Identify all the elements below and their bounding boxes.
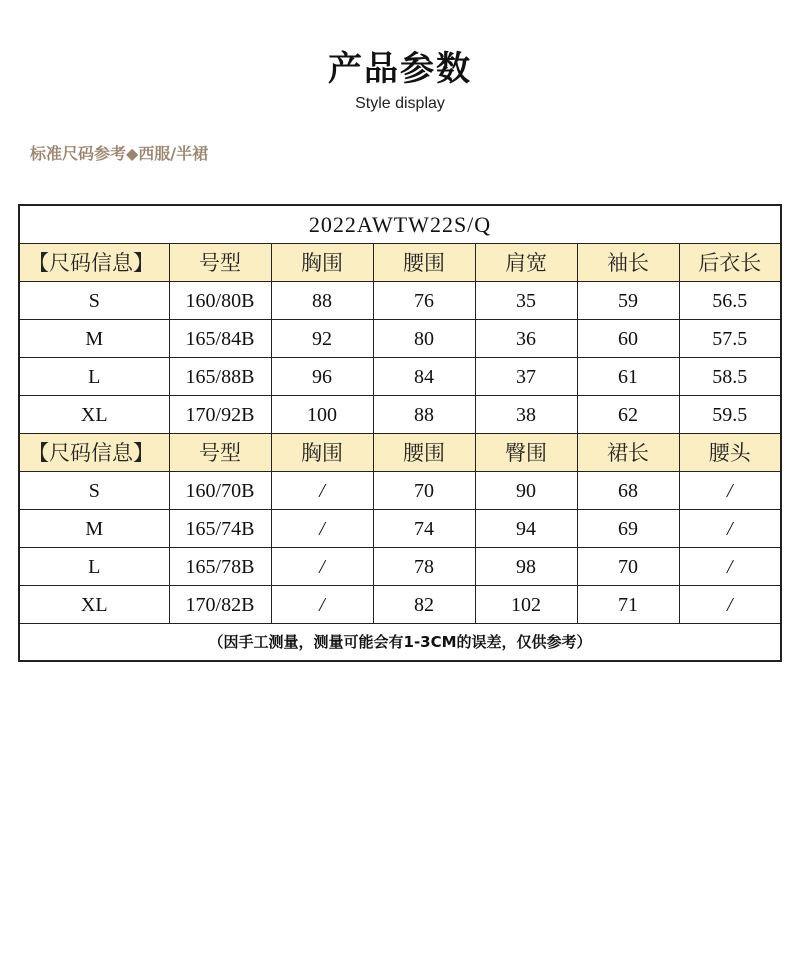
skirt-cell: / bbox=[271, 548, 373, 586]
jacket-cell: 80 bbox=[373, 320, 475, 358]
skirt-cell: 160/70B bbox=[169, 472, 271, 510]
jacket-size-row bbox=[19, 358, 781, 396]
page-title: 产品参数 bbox=[328, 49, 472, 89]
skirt-cell: / bbox=[271, 586, 373, 624]
jacket-cell: S bbox=[19, 282, 169, 320]
skirt-header-cell: 【尺码信息】 bbox=[19, 434, 169, 472]
jacket-cell: M bbox=[19, 320, 169, 358]
skirt-cell: / bbox=[271, 510, 373, 548]
skirt-cell: / bbox=[679, 586, 781, 624]
jacket-header-cell: 袖长 bbox=[577, 244, 679, 282]
jacket-cell: 88 bbox=[373, 396, 475, 434]
jacket-cell: 92 bbox=[271, 320, 373, 358]
jacket-cell: 165/88B bbox=[169, 358, 271, 396]
skirt-cell: 94 bbox=[475, 510, 577, 548]
jacket-cell: 61 bbox=[577, 358, 679, 396]
skirt-cell: 102 bbox=[475, 586, 577, 624]
skirt-cell: 70 bbox=[577, 548, 679, 586]
jacket-cell: 170/92B bbox=[169, 396, 271, 434]
skirt-cell: 68 bbox=[577, 472, 679, 510]
skirt-size-row bbox=[19, 548, 781, 586]
jacket-size-row bbox=[19, 282, 781, 320]
jacket-cell: 59 bbox=[577, 282, 679, 320]
style-code-row bbox=[19, 205, 781, 244]
jacket-cell: 57.5 bbox=[679, 320, 781, 358]
size-table bbox=[18, 204, 782, 662]
skirt-cell: 71 bbox=[577, 586, 679, 624]
skirt-cell: 165/78B bbox=[169, 548, 271, 586]
skirt-size-row bbox=[19, 510, 781, 548]
jacket-cell: 100 bbox=[271, 396, 373, 434]
skirt-cell: 90 bbox=[475, 472, 577, 510]
skirt-cell: 170/82B bbox=[169, 586, 271, 624]
skirt-cell: 165/74B bbox=[169, 510, 271, 548]
skirt-cell: / bbox=[679, 548, 781, 586]
skirt-header-cell: 胸围 bbox=[271, 434, 373, 472]
jacket-cell: 165/84B bbox=[169, 320, 271, 358]
page-subtitle: Style display bbox=[355, 95, 445, 112]
skirt-cell: M bbox=[19, 510, 169, 548]
jacket-cell: 36 bbox=[475, 320, 577, 358]
jacket-cell: 59.5 bbox=[679, 396, 781, 434]
jacket-cell: 88 bbox=[271, 282, 373, 320]
jacket-cell: 84 bbox=[373, 358, 475, 396]
skirt-header-cell: 号型 bbox=[169, 434, 271, 472]
jacket-header-cell: 肩宽 bbox=[475, 244, 577, 282]
jacket-header-cell: 【尺码信息】 bbox=[19, 244, 169, 282]
jacket-header-cell: 后衣长 bbox=[679, 244, 781, 282]
skirt-header-cell: 臀围 bbox=[475, 434, 577, 472]
skirt-header-cell: 腰头 bbox=[679, 434, 781, 472]
jacket-header-cell: 腰围 bbox=[373, 244, 475, 282]
jacket-cell: 76 bbox=[373, 282, 475, 320]
skirt-cell: 70 bbox=[373, 472, 475, 510]
jacket-cell: 160/80B bbox=[169, 282, 271, 320]
skirt-header-row bbox=[19, 434, 781, 472]
jacket-header-cell: 号型 bbox=[169, 244, 271, 282]
jacket-header-row bbox=[19, 244, 781, 282]
skirt-cell: / bbox=[679, 472, 781, 510]
note-row bbox=[19, 624, 781, 662]
jacket-cell: 35 bbox=[475, 282, 577, 320]
jacket-cell: L bbox=[19, 358, 169, 396]
skirt-cell: L bbox=[19, 548, 169, 586]
skirt-cell: 82 bbox=[373, 586, 475, 624]
jacket-cell: 56.5 bbox=[679, 282, 781, 320]
skirt-cell: 69 bbox=[577, 510, 679, 548]
jacket-size-row bbox=[19, 320, 781, 358]
jacket-cell: 60 bbox=[577, 320, 679, 358]
jacket-cell: 62 bbox=[577, 396, 679, 434]
measurement-note: （因手工测量，测量可能会有1-3CM的误差，仅供参考） bbox=[19, 624, 781, 662]
skirt-cell: 74 bbox=[373, 510, 475, 548]
jacket-cell: 58.5 bbox=[679, 358, 781, 396]
skirt-cell: / bbox=[679, 510, 781, 548]
skirt-header-cell: 腰围 bbox=[373, 434, 475, 472]
section-label: 标准尺码参考◆西服/半裙 bbox=[30, 144, 209, 163]
skirt-cell: / bbox=[271, 472, 373, 510]
skirt-size-row bbox=[19, 586, 781, 624]
skirt-size-row bbox=[19, 472, 781, 510]
skirt-cell: S bbox=[19, 472, 169, 510]
skirt-cell: XL bbox=[19, 586, 169, 624]
style-code: 2022AWTW22S/Q bbox=[19, 205, 781, 244]
jacket-cell: 38 bbox=[475, 396, 577, 434]
jacket-cell: 96 bbox=[271, 358, 373, 396]
skirt-cell: 98 bbox=[475, 548, 577, 586]
jacket-header-cell: 胸围 bbox=[271, 244, 373, 282]
jacket-size-row bbox=[19, 396, 781, 434]
jacket-cell: 37 bbox=[475, 358, 577, 396]
skirt-header-cell: 裙长 bbox=[577, 434, 679, 472]
jacket-cell: XL bbox=[19, 396, 169, 434]
skirt-cell: 78 bbox=[373, 548, 475, 586]
